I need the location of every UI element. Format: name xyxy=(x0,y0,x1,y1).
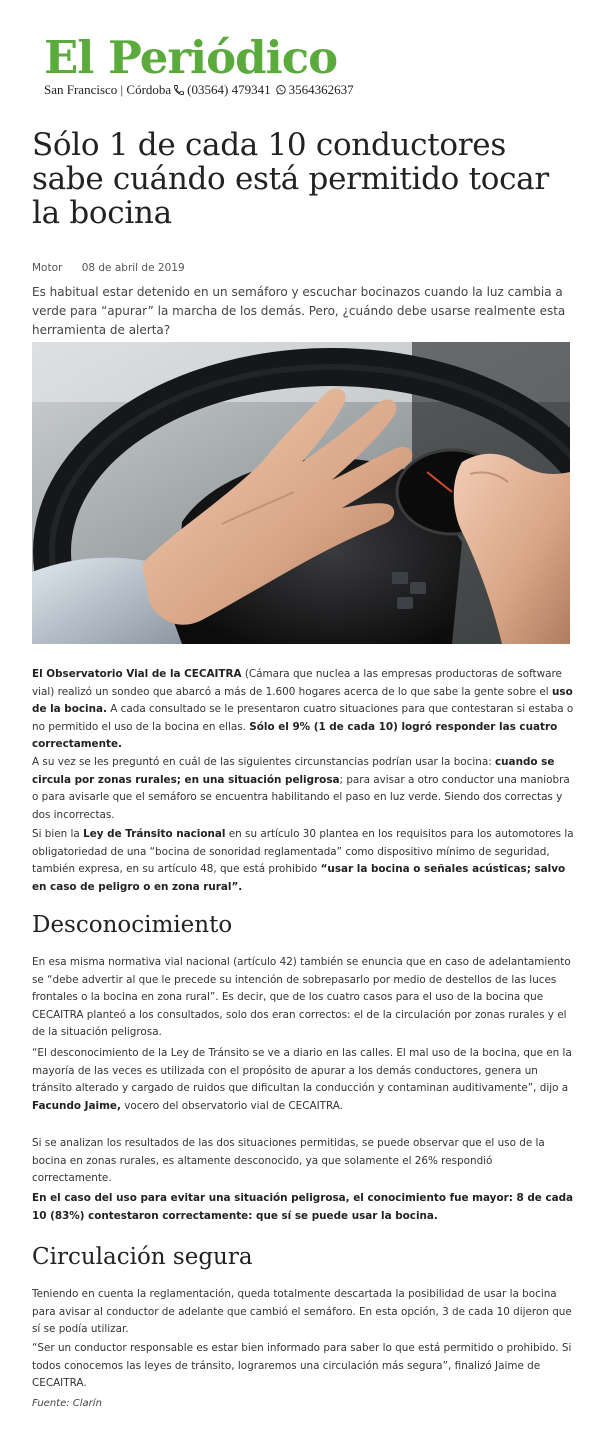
section-heading-circulacion-segura: Circulación segura xyxy=(32,1244,253,1270)
whatsapp-icon xyxy=(275,84,287,96)
article-lead: Es habitual estar detenido en un semáforo y escuchar bocinazos cuando la luz cambia a verde para “apurar” la marcha de los demás. Pero, ¿cuándo debe usarse realmente esta herramienta de alerta? xyxy=(32,285,566,337)
emphasis: “usar la bocina o señales acústicas; salvo en caso de peligro o en zona rural”. xyxy=(32,863,566,893)
article-meta xyxy=(32,262,185,274)
paragraph-9: “Ser un conductor responsable es estar bien informado para saber lo que está permitido o prohibido. Si todos conocemos las leyes de tránsito, lograremos una circulación más segura”, finalizó Jaime de CECAITRA. xyxy=(32,1342,572,1390)
emphasis: Sólo el 9% (1 de cada 10) logró responder las cuatro correctamente. xyxy=(32,720,558,751)
paragraph-2 xyxy=(32,754,574,824)
article-date: 08 de abril de 2019 xyxy=(81,262,185,274)
text: vocero del observatorio vial de CECAITRA. xyxy=(120,1099,344,1112)
whatsapp-number[interactable]: 3564362637 xyxy=(288,82,354,97)
site-logo[interactable]: El Periódico xyxy=(44,31,338,84)
text: “El desconocimiento de la Ley de Tránsito se ve a diario en las calles. El mal uso de la bocina, que en la mayoría de las veces es utilizada con el propósito de apurar a los demás conductores, genera un tránsito alterado y cargado de ruidos que dificultan la conducción y contaminan auditivamente”, dijo a xyxy=(32,1047,572,1095)
paragraph-8: Teniendo en cuenta la reglamentación, queda totalmente descartada la posibilidad de usar la bocina para avisar al conductor de adelante que cambió el semáforo. En esta opción, 3 de cada 10 dijeron que sí se podía utilizar. xyxy=(32,1288,572,1336)
article-category[interactable]: Motor xyxy=(32,262,63,274)
steering-wheel-illustration xyxy=(32,342,570,644)
text: A su vez se les preguntó en cuál de las siguientes circunstancias podrían usar la bocina: xyxy=(32,756,495,768)
paragraph-1 xyxy=(32,666,574,754)
hero-image xyxy=(32,342,570,644)
paragraph-6: Si se analizan los resultados de las dos situaciones permitidas, se puede observar que el uso de la bocina en zonas rurales, es altamente desconocido, ya que solamente el 26% respondió correctamente. xyxy=(32,1137,545,1185)
emphasis: Facundo Jaime, xyxy=(32,1099,121,1112)
section-heading-desconocimiento: Desconocimiento xyxy=(32,912,233,938)
emphasis: Ley de Tránsito nacional xyxy=(83,828,226,840)
emphasis: uso de la bocina. xyxy=(32,685,573,716)
text: (Cámara que nuclea a las empresas productoras de software vial) realizó un sondeo que abarcó a más de 1.600 hogares acerca de lo que sabe la gente sobre el xyxy=(32,668,562,698)
article-title: Sólo 1 de cada 10 conductores sabe cuándo está permitido tocar la bocina xyxy=(32,127,549,231)
paragraph-3 xyxy=(32,826,574,896)
text: en su artículo 30 plantea en los requisitos para los automotores la obligatoriedad de una “bocina de sonoridad reglamentada” como dispositivo mínimo de seguridad, también expresa, en su artículo 48, que está prohibido xyxy=(32,828,574,876)
phone-icon xyxy=(173,84,185,96)
phone-number[interactable]: (03564) 479341 xyxy=(187,82,271,97)
paragraph-5 xyxy=(32,1045,574,1115)
text: Si bien la xyxy=(32,828,84,840)
site-location: San Francisco | Córdoba xyxy=(44,82,172,97)
contact-line xyxy=(44,82,354,98)
emphasis: El Observatorio Vial de la CECAITRA xyxy=(32,668,242,680)
paragraph-7: En el caso del uso para evitar una situación peligrosa, el conocimiento fue mayor: 8 de cada 10 (83%) contestaron correctamente: que sí se puede usar la bocina. xyxy=(32,1192,574,1222)
masthead xyxy=(44,30,354,98)
emphasis: cuando se circula por zonas rurales; en una situación peligrosa xyxy=(32,756,555,786)
paragraph-4: En esa misma normativa vial nacional (artículo 42) también se enuncia que en caso de adelantamiento se “debe advertir al que le precede su intención de sobrepasarlo por medio de destellos de las luces frontales o la bocina en zona rural”. Es decir, que de los cuatro casos para el uso de la bocina que CECAITRA planteó a los consultados, solo dos eran correctos: el de la circulación por zonas rurales y el de la situación peligrosa. xyxy=(32,956,571,1039)
text: ; para avisar a otro conductor una maniobra o para avisarle que el semáforo se encuentra habilitando el paso en luz verde. Siendo dos correctas y dos incorrectas. xyxy=(32,773,570,821)
article-source: Fuente: Clarín xyxy=(32,1398,102,1409)
text: A cada consultado se le presentaron cuatro situaciones para que contestaran si estaba o no permitido el uso de la bocina en ellas. xyxy=(32,703,574,733)
